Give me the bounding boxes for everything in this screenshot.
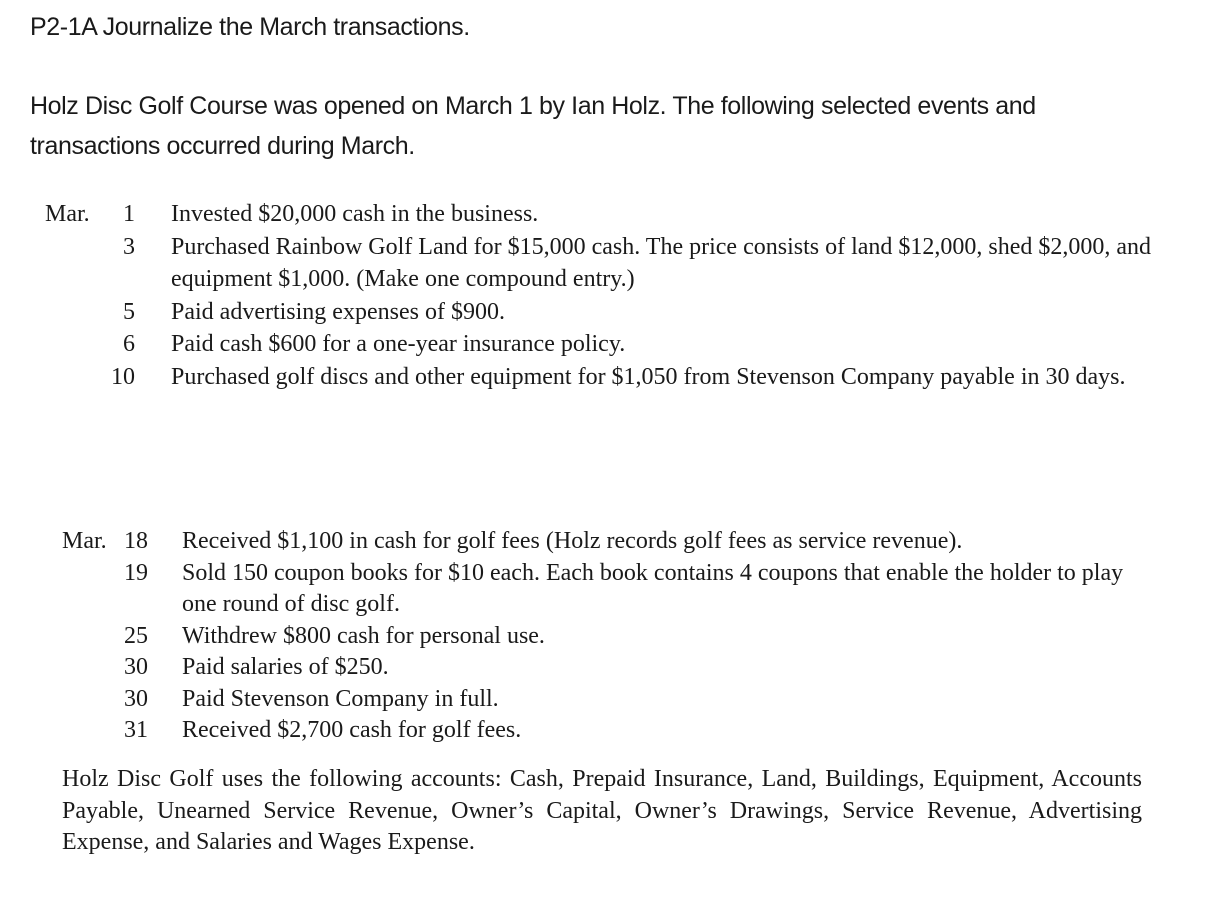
transaction-description: Withdrew $800 cash for personal use. [182, 622, 545, 649]
transaction-description: Paid advertising expenses of $900. [171, 298, 505, 325]
transaction-list-part2 [62, 526, 1132, 747]
problem-intro: Holz Disc Golf Course was opened on March 1 by Ian Holz. The following selected events and transactions occurred during March. [30, 92, 1036, 160]
transaction-day: 10 [111, 363, 135, 390]
transaction-day: 18 [124, 528, 148, 554]
transaction-day: 30 [124, 685, 148, 712]
transaction-month: Mar. [45, 201, 90, 227]
transaction-day: 25 [124, 622, 148, 649]
transaction-description: Received $2,700 cash for golf fees. [182, 717, 522, 743]
transaction-day: 30 [124, 654, 148, 680]
transaction-description: Invested $20,000 cash in the business. [171, 201, 539, 227]
transaction-day: 19 [124, 559, 148, 586]
transaction-description: Purchased Rainbow Golf Land for $15,000 cash. The price consists of land $12,000, shed $2,000, and equipment $1,000. (Make one compound entry.) [171, 233, 1152, 292]
transaction-day: 5 [123, 298, 135, 325]
accounts-note: Holz Disc Golf uses the following accounts: Cash, Prepaid Insurance, Land, Buildings, Equipment, Accounts Payable, Unearned Service Revenue, Owner’s Capital, Owner’s Drawings, Service Revenue, Advertising Expense, and Salaries and Wages Expense. [62, 766, 1142, 855]
transaction-row [62, 715, 1132, 747]
transaction-day: 6 [123, 331, 135, 357]
transaction-row [62, 526, 1132, 558]
transaction-description: Paid salaries of $250. [182, 654, 389, 680]
transaction-day: 31 [124, 717, 148, 743]
transaction-description: Received $1,100 in cash for golf fees (Holz records golf fees as service revenue). [182, 528, 963, 554]
problem-heading: P2-1A Journalize the March transactions. [30, 13, 470, 41]
transaction-description: Paid Stevenson Company in full. [182, 685, 499, 712]
transaction-list-part1 [45, 198, 1156, 393]
transaction-row [62, 621, 1132, 653]
transaction-description: Paid cash $600 for a one-year insurance policy. [171, 331, 626, 357]
transaction-row [45, 198, 1156, 231]
transaction-row [45, 231, 1156, 296]
transaction-row [45, 361, 1156, 394]
transaction-day: 3 [123, 233, 135, 260]
transaction-row [45, 296, 1156, 329]
transaction-month: Mar. [62, 528, 107, 554]
transaction-description: Purchased golf discs and other equipment for $1,050 from Stevenson Company payable in 30 days. [171, 363, 1126, 390]
transaction-row [45, 328, 1156, 361]
transaction-description: Sold 150 coupon books for $10 each. Each book contains 4 coupons that enable the holder to play one round of disc golf. [182, 559, 1124, 617]
transaction-row [62, 652, 1132, 684]
transaction-day: 1 [123, 201, 135, 227]
transaction-row [62, 684, 1132, 716]
transaction-row [62, 558, 1132, 621]
